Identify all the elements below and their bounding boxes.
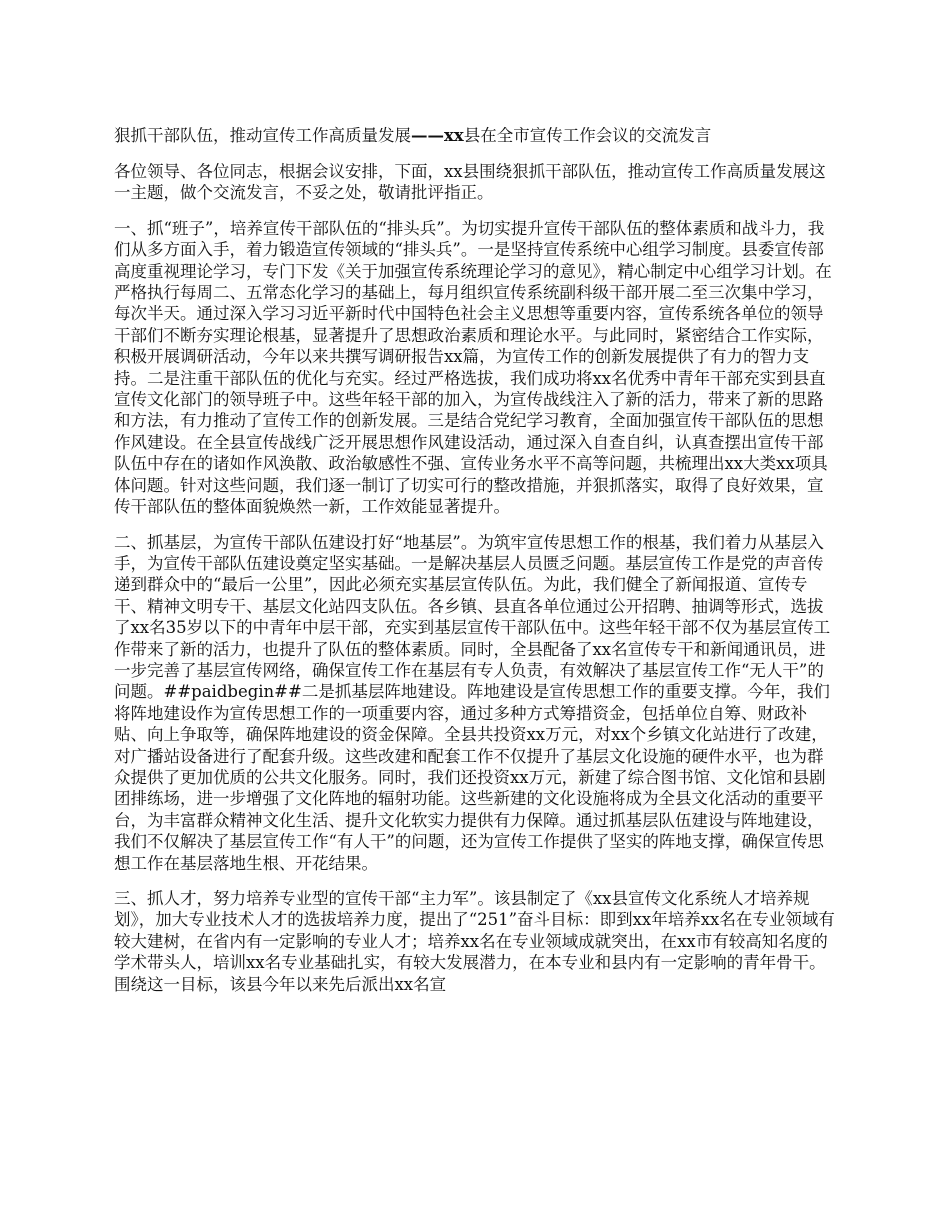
paragraph-opening: 各位领导、各位同志，根据会议安排，下面，xx县围绕狠抓干部队伍，推动宣传工作高质量发展这一主题，做个交流发言，不妥之处，敬请批评指正。 — [114, 162, 826, 203]
document-page — [114, 125, 836, 1009]
title-rest: 县在全市宣传工作会议的交流发言 — [463, 126, 712, 145]
paragraph-section-3: 三、抓人才，努力培养专业型的宣传干部“主力军”。该县制定了《xx县宣传文化系统人才培养规划》，加大专业技术人才的选拔培养力度，提出了“251”奋斗目标：即到xx年培养xx名在专业领域有较大建树，在省内有一定影响的专业人才；培养xx名在专业领域成就突出，在xx市有较高知名度的学术带头人，培训xx名专业基础扎实，有较大发展潜力，在本专业和县内有一定影响的青年骨干。围绕这一目标，该县今年以来先后派出xx名宣 — [114, 889, 835, 994]
title-main: 狠抓干部队伍，推动宣传工作高质量发展 — [114, 126, 411, 145]
paragraph-section-1: 一、抓“班子”，培养宣传干部队伍的“排头兵”。为切实提升宣传干部队伍的整体素质和战斗力，我们从多方面入手，着力锻造宣传领域的“排头兵”。一是坚持宣传系统中心组学习制度。县委宣传部高度重视理论学习，专门下发《关于加强宣传系统理论学习的意见》，精心制定中心组学习计划。在严格执行每周二、五常态化学习的基础上，每月组织宣传系统副科级干部开展二至三次集中学习，每次半天。通过深入学习习近平新时代中国特色社会主义思想等重要内容，宣传系统各单位的领导干部们不断夯实理论根基，显著提升了思想政治素质和理论水平。与此同时，紧密结合工作实际，积极开展调研活动，今年以来共撰写调研报告xx篇，为宣传工作的创新发展提供了有力的智力支持。二是注重干部队伍的优化与充实。经过严格选拔，我们成功将xx名优秀中青年干部充实到县直宣传文化部门的领导班子中。这些年轻干部的加入，为宣传战线注入了新的活力，带来了新的思路和方法，有力推动了宣传工作的创新发展。三是结合党纪学习教育，全面加强宣传干部队伍的思想作风建设。在全县宣传战线广泛开展思想作风建设活动，通过深入自查自纠，认真查摆出宣传干部队伍中存在的诸如作风涣散、政治敏感性不强、宣传业务水平不高等问题，共梳理出xx大类xx项具体问题。针对这些问题，我们逐一制订了切实可行的整改措施，并狠抓落实，取得了良好效果，宣传干部队伍的整体面貌焕然一新，工作效能显著提升。 — [114, 218, 832, 517]
document-title — [114, 125, 836, 147]
paragraph-section-2: 二、抓基层，为宣传干部队伍建设打好“地基层”。为筑牢宣传思想工作的根基，我们着力从基层入手，为宣传干部队伍建设奠定坚实基础。一是解决基层人员匮乏问题。基层宣传工作是党的声音传递到群众中的“最后一公里”，因此必须充实基层宣传队伍。为此，我们健全了新闻报道、宣传专干、精神文明专干、基层文化站四支队伍。各乡镇、县直各单位通过公开招聘、抽调等形式，选拔了xx名35岁以下的中青年中层干部，充实到基层宣传干部队伍中。这些年轻干部不仅为基层宣传工作带来了新的活力，也提升了队伍的整体素质。同时，全县配备了xx名宣传专干和新闻通讯员，进一步完善了基层宣传网络，确保宣传工作在基层有专人负责，有效解决了基层宣传工作“无人干”的问题。##paidbegin##二是抓基层阵地建设。阵地建设是宣传思想工作的重要支撑。今年，我们将阵地建设作为宣传思想工作的一项重要内容，通过多种方式筹措资金，包括单位自筹、财政补贴、向上争取等，确保阵地建设的资金保障。全县共投资xx万元，对xx个乡镇文化站进行了改建，对广播站设备进行了配套升级。这些改建和配套工作不仅提升了基层文化设施的硬件水平，也为群众提供了更加优质的公共文化服务。同时，我们还投资xx万元，新建了综合图书馆、文化馆和县剧团排练场，进一步增强了文化阵地的辐射功能。这些新建的文化设施将成为全县文化活动的重要平台，为丰富群众精神文化生活、提升文化软实力提供有力保障。通过抓基层队伍建设与阵地建设，我们不仅解决了基层宣传工作“有人干”的问题，还为宣传工作提供了坚实的阵地支撑，确保宣传思想工作在基层落地生根、开花结果。 — [114, 532, 831, 873]
title-dash: ——xx — [411, 126, 464, 145]
